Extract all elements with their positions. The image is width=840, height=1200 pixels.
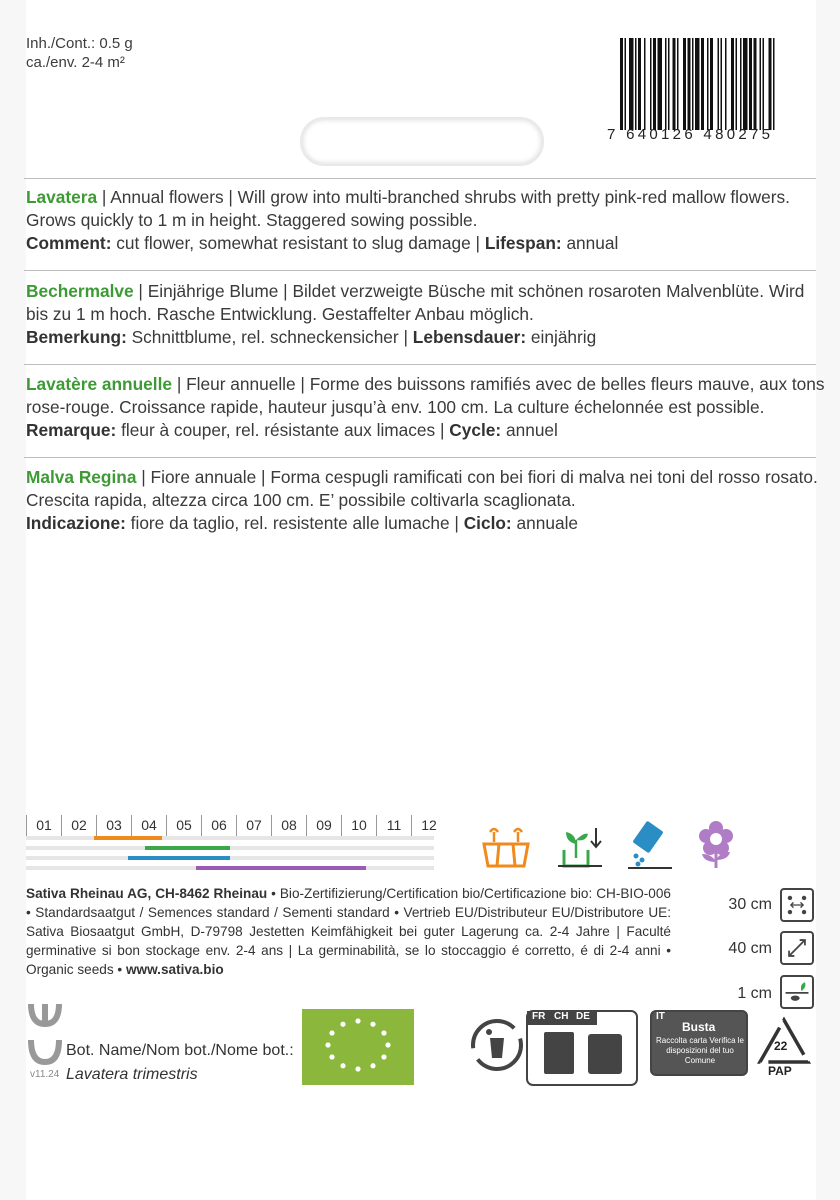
note-label: Bemerkung:	[26, 327, 127, 347]
calendar-month: 02	[61, 815, 96, 837]
busta-title: Busta	[682, 1020, 716, 1034]
content-weight: Inh./Cont.: 0.5 g	[26, 35, 133, 52]
botanical-label: Bot. Name/Nom bot./Nome bot.:	[66, 1042, 294, 1059]
lifespan-label: Lifespan:	[484, 233, 562, 253]
calendar-month: 09	[306, 815, 341, 837]
sowing-depth-value: 1 cm	[737, 985, 772, 1002]
pap-label: PAP	[768, 1064, 792, 1078]
company-name: Sativa Rheinau AG, CH-8462 Rheinau	[26, 886, 268, 901]
lifespan-value: einjährig	[530, 327, 597, 347]
note-text: Schnittblume, rel. schneckensicher |	[131, 327, 408, 347]
description-body: | Fleur annuelle | Forme des buissons ramifiés avec de belles fleurs mauve, aux tons rose-rouge. Croissance rapide, hauteur jusqu’à env. 100 cm. La culture échelonnée est possible.	[26, 374, 825, 417]
row-spacing-icon	[780, 931, 814, 965]
country-tag-ch: CH	[554, 1011, 569, 1022]
barcode	[620, 38, 818, 130]
company-details: • Bio-Zertifizierung/Certification bio/Certificazione bio: CH-BIO-006 • Standardsaatgut / Semences standard / Sementi standard • Vertrieb EU/Distributeur EU/Distributore UE: Sativa Biosaatgut GmbH, D-79798 Jestetten Keimfähigkeit bei guter Lagerung ca. 2-4 Jahre | Faculté germinative si bon stockage env. 2-4 ans | La germinabilità, se lo stoccaggio é corretto, é di 2-4 anni • Organic seeds •	[26, 886, 671, 977]
divider	[24, 364, 816, 365]
lifespan-value: annual	[566, 233, 619, 253]
pap-number: 22	[774, 1039, 788, 1053]
calendar-month: 01	[26, 815, 61, 837]
calendar-month: 08	[271, 815, 306, 837]
calendar-month: 04	[131, 815, 166, 837]
calendar-track	[26, 836, 434, 840]
description-de	[26, 280, 826, 349]
lifespan-value: annuale	[516, 513, 579, 533]
coverage-area: ca./env. 2-4 m²	[26, 54, 125, 71]
note-label: Remarque:	[26, 420, 117, 440]
note-text: fleur à couper, rel. résistante aux limaces |	[121, 420, 445, 440]
description-title: Lavatère annuelle	[26, 374, 172, 394]
busta-text: Raccolta carta Verifica le disposizioni del tuo Comune	[655, 1036, 745, 1065]
barcode-number: 7 640126 480275	[607, 126, 774, 143]
description-it	[26, 466, 826, 535]
plant-spacing-value: 30 cm	[728, 896, 772, 913]
note-label: Indicazione:	[26, 513, 126, 533]
divider	[24, 178, 816, 179]
seedling-transplant-icon	[554, 820, 606, 872]
lifespan-value: annuel	[505, 420, 558, 440]
note-text: fiore da taglio, rel. resistente alle lumache |	[130, 513, 459, 533]
calendar-month: 05	[166, 815, 201, 837]
calendar-month: 11	[376, 815, 411, 837]
description-title: Malva Regina	[26, 467, 137, 487]
sativa-logo	[25, 1000, 65, 1070]
description-title: Lavatera	[26, 187, 98, 207]
note-text: cut flower, somewhat resistant to slug damage |	[116, 233, 480, 253]
calendar-month: 06	[201, 815, 236, 837]
country-tag-it: IT	[656, 1011, 665, 1022]
description-body: | Einjährige Blume | Bildet verzweigte Büsche mit schönen rosaroten Malvenblüte. Wird bis zu 1 m hoch. Rasche Entwicklung. Gestaffelter Anbau möglich.	[26, 281, 805, 324]
calendar-months	[26, 815, 446, 837]
plant-spacing-icon	[780, 888, 814, 922]
sowing-depth-icon	[780, 975, 814, 1009]
lifespan-label: Ciclo:	[463, 513, 512, 533]
description-body: | Fiore annuale | Forma cespugli ramificati con bei fiori di malva nei toni del rosso rosato. Crescita rapida, altezza circa 100 cm. E’ possibile coltivarla scaglionata.	[26, 467, 818, 510]
lifespan-label: Lebensdauer:	[412, 327, 527, 347]
version-label: v11.24	[30, 1069, 60, 1080]
row-spacing-value: 40 cm	[728, 940, 772, 957]
calendar-bar-planting-out	[145, 846, 230, 850]
country-tag-fr: FR	[532, 1011, 546, 1022]
website-link[interactable]: www.sativa.bio	[125, 962, 224, 977]
content-info	[26, 34, 133, 72]
flower-icon	[690, 818, 742, 870]
note-label: Comment:	[26, 233, 112, 253]
calendar-bar-direct-sowing	[128, 856, 230, 860]
divider	[24, 457, 816, 458]
seed-tray-icon	[480, 820, 532, 872]
description-title: Bechermalve	[26, 281, 134, 301]
calendar-month: 10	[341, 815, 376, 837]
eu-organic-logo	[302, 1009, 414, 1085]
description-en	[26, 186, 826, 255]
description-fr	[26, 373, 826, 442]
description-body: | Annual flowers | Will grow into multi-branched shrubs with pretty pink-red mallow flowers. Grows quickly to 1 m in height. Staggered sowing possible.	[26, 187, 790, 230]
sowing-icon	[624, 820, 676, 872]
calendar-bar-flowering	[196, 866, 366, 870]
hang-slot	[300, 117, 544, 166]
calendar-bar-pre-cultivation	[94, 836, 162, 840]
lifespan-label: Cycle:	[449, 420, 502, 440]
calendar-month: 07	[236, 815, 271, 837]
divider	[24, 270, 816, 271]
calendar-track	[26, 846, 434, 850]
botanical-name: Lavatera trimestris	[66, 1066, 198, 1083]
company-info	[26, 884, 671, 979]
calendar-track	[26, 856, 434, 860]
recycle-bin-icon	[470, 1018, 524, 1072]
calendar-month: 12	[411, 815, 446, 837]
calendar-month: 03	[96, 815, 131, 837]
country-tag-de: DE	[576, 1011, 590, 1022]
